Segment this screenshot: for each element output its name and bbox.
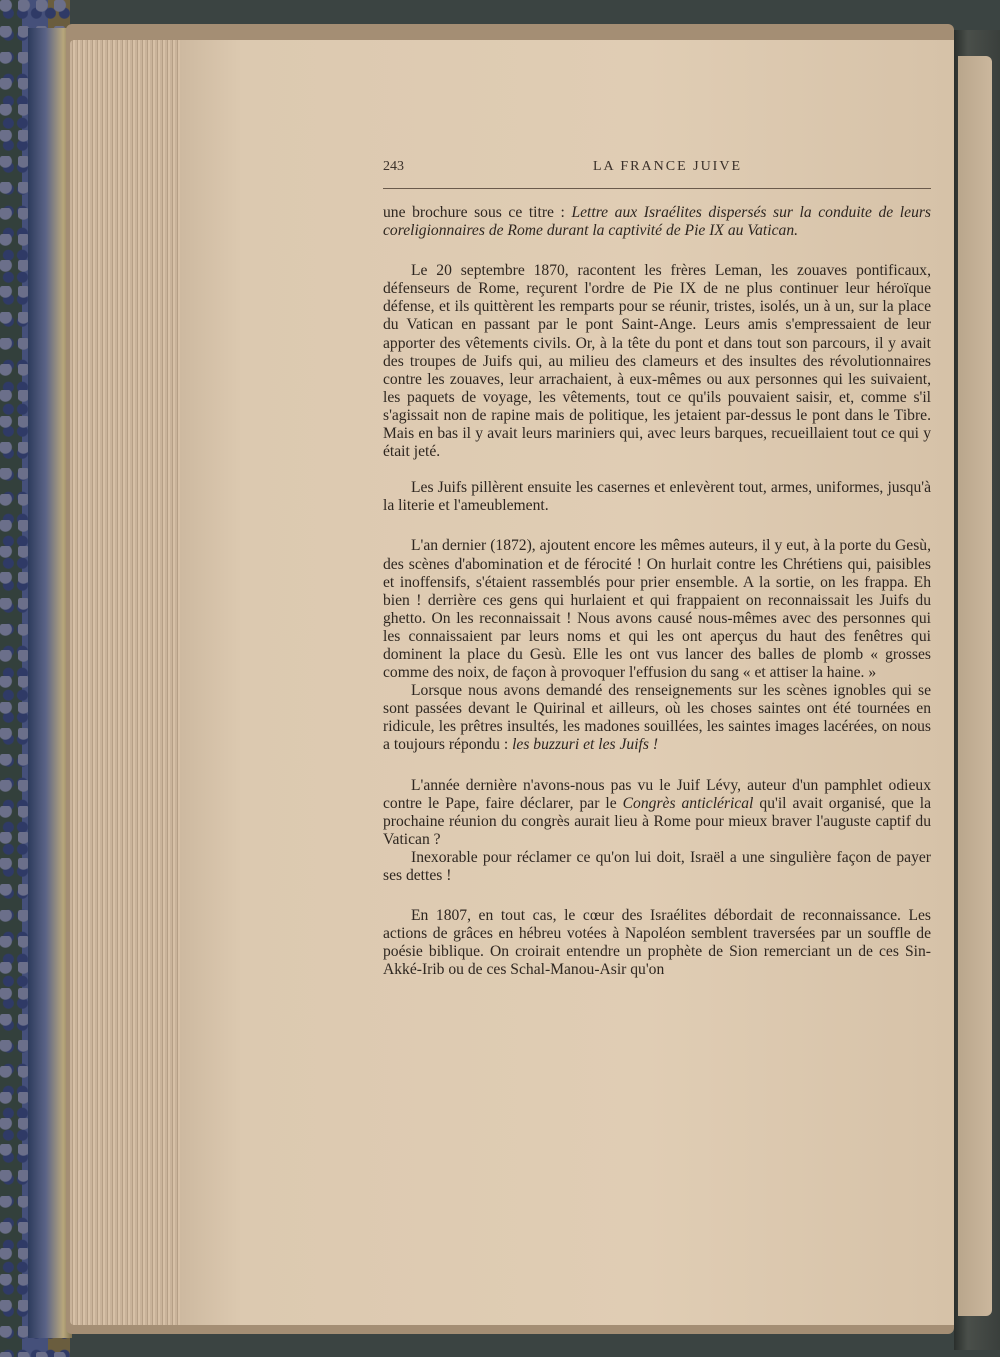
- paragraph-brochure-title: [383, 204, 931, 240]
- page-header: [383, 157, 931, 183]
- paragraph-text: Lorsque nous avons demandé des renseignements sur les scènes ignobles qui se sont passées devant le Quirinal et ailleurs, où les choses saintes ont été tournées en ridicule, les prêtres insultés, les madones souillées, les saintes images lacérées, on nous a toujours répondu :: [383, 682, 931, 754]
- header-rule: [383, 188, 931, 189]
- paragraph-text: une brochure sous ce titre :: [383, 204, 572, 221]
- paragraph-1872: L'an dernier (1872), ajoutent encore les mêmes auteurs, il y eut, à la porte du Gesù, des scènes d'abomination et de férocité ! On hurlait contre les Chrétiens qui, paisibles et inoffensifs, s'étaient rassemblés pour prier ensemble. A la sortie, on les frappa. Eh bien ! derrière ces gens qui hurlaient et qui frappaient on reconnaissait les Juifs du ghetto. On les reconnaissait ! Nous avons causé nous-mêmes avec des personnes qui les connaissaient par leurs noms et qui les ont aperçus du haut des fenêtres qui dominent la place du Gesù. Elle les ont vus lancer des balles de plomb « grosses comme des noix, de façon à provoquer l'effusion du sang « et attiser la haine. »: [383, 537, 931, 682]
- paragraph-text: L'année dernière n'avons-nous pas vu le Juif Lévy, auteur d'un pamphlet odieux contre le Pape, faire déclarer, par le: [383, 776, 931, 812]
- paragraph-pillage: Les Juifs pillèrent ensuite les casernes et enlevèrent tout, armes, uniformes, jusqu'à la literie et l'ameublement.: [383, 479, 931, 515]
- paragraph-text: qu'il avait organisé, que la prochaine réunion du congrès aurait lieu à Rome pour mieux braver l'auguste captif du Vatican ?: [383, 794, 932, 848]
- paragraph-1870: Le 20 septembre 1870, racontent les frères Leman, les zouaves pontificaux, défenseurs de Rome, reçurent l'ordre de Pie IX de ne plus continuer leur héroïque défense, et ils quittèrent les remparts pour se réunir, tristes, isolés, un à un, sur la place du Vatican en passant par le pont Saint-Ange. Leurs amis s'empressaient de leur apporter des vêtements civils. Or, à la tête du pont et dans tout son parcours, il y avait des troupes de Juifs qui, au milieu des clameurs et des insultes des révolutionnaires contre les zouaves, leur arrachaient, à eux-mêmes ou aux personnes qui les suivaient, les paquets de voyage, les vêtements, tout ce qu'ils pouvaient saisir, et, comme s'il s'agissait non de rapine mais de politique, les jetaient par-dessus le pont dans le Tibre. Mais en bas il y avait leurs mariniers qui, avec leurs barques, recueillaient tout ce qui y était jeté.: [383, 262, 931, 461]
- paragraph-israel: Inexorable pour réclamer ce qu'on lui doit, Israël a une singulière façon de payer ses dettes !: [383, 848, 931, 884]
- quote-italic: les buzzuri et les Juifs !: [512, 736, 659, 754]
- congress-italic: Congrès anticlérical: [622, 794, 754, 812]
- brochure-title-italic: Lettre aux Israélites dispersés sur la conduite de leurs coreligionnaires de Rome durant la captivité de Pie IX au Vatican.: [383, 204, 931, 240]
- page-stack-edges: [70, 40, 182, 1325]
- page-number: 243: [383, 159, 404, 174]
- paragraph-quirinal: [383, 682, 931, 754]
- paragraph-levy: [383, 777, 931, 849]
- facing-page-edge: [958, 56, 992, 1316]
- body-text: [383, 204, 931, 979]
- running-title: LA FRANCE JUIVE: [593, 159, 743, 174]
- paragraph-1807: En 1807, en tout cas, le cœur des Israélites débordait de reconnaissance. Les actions de grâces en hébreu votées à Napoléon semblent traversées par un souffle de poésie biblique. On croirait entendre un prophète de Sion remerciant un de ces Sin-Akké-Irib ou de ces Schal-Manou-Asir qu'on: [383, 907, 931, 979]
